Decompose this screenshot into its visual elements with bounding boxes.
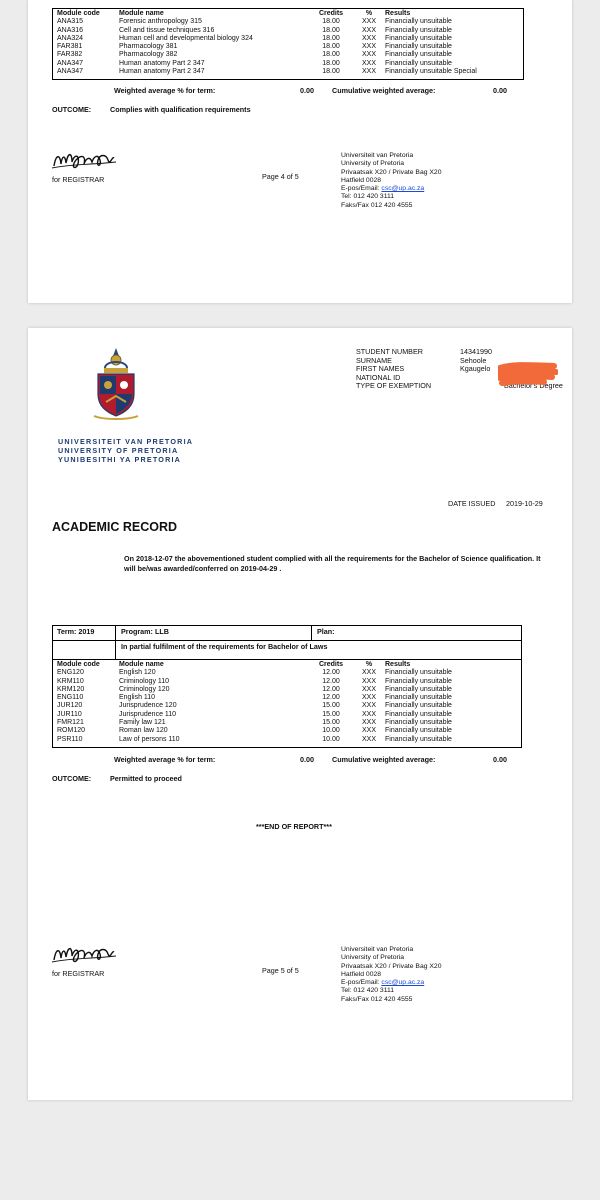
- module-name-cell: Criminology 110: [119, 677, 170, 685]
- module-code-cell: KRM120: [57, 685, 85, 693]
- address-line: Universiteit van Pretoria: [341, 152, 414, 159]
- weighted-average-label: Weighted average % for term:: [114, 86, 216, 95]
- plan-label: Plan:: [317, 627, 335, 636]
- col-credits: Credits: [318, 661, 344, 668]
- table-row: [55, 51, 507, 59]
- term-label: Term: 2019: [57, 627, 95, 636]
- student-number-label: STUDENT NUMBER: [356, 347, 423, 356]
- result-cell: Financially unsuitable: [385, 685, 452, 693]
- table-row: [55, 711, 507, 719]
- email-line: E-pos/Email: csc@up.ac.za: [341, 979, 425, 987]
- col-results: Results: [385, 661, 411, 668]
- result-cell: Financially unsuitable: [385, 735, 452, 743]
- col-module-name: Module name: [119, 10, 164, 17]
- tel-line: Tel: 012 420 3111: [341, 193, 395, 201]
- exemption-type-label: TYPE OF EXEMPTION: [356, 381, 432, 391]
- table-row: [55, 678, 507, 686]
- module-code-cell: ANA315: [57, 18, 84, 26]
- address-line: University of Pretoria: [341, 160, 405, 168]
- module-code-cell: JUR120: [57, 702, 83, 710]
- table-header-row: [55, 10, 507, 18]
- address-line: Privaatsak X20 / Private Bag X20: [341, 168, 442, 176]
- first-names-value: Kgaugelo: [460, 364, 491, 374]
- percent-cell: XXX: [361, 719, 376, 727]
- table-row: [55, 694, 507, 702]
- university-name-sepedi: YUNIBESITHI YA PRETORIA: [58, 455, 182, 464]
- result-cell: Financially unsuitable: [385, 719, 452, 727]
- table-row: [55, 719, 507, 727]
- page-title: ACADEMIC RECORD: [52, 520, 177, 534]
- first-names-label: FIRST NAMES: [356, 364, 405, 374]
- credits-cell: 18.00: [322, 43, 340, 51]
- registrar-signature: [50, 942, 120, 968]
- credits-cell: 10.00: [322, 735, 340, 743]
- university-name-afrikaans: UNIVERSITEIT VAN PRETORIA: [58, 437, 194, 446]
- university-name-english: UNIVERSITY OF PRETORIA: [58, 446, 179, 455]
- transcript-page-4: [28, 0, 572, 303]
- module-name-cell: Family law 121: [119, 719, 166, 727]
- outcome-label: OUTCOME:: [52, 105, 92, 114]
- module-code-cell: FAR382: [57, 51, 83, 59]
- module-table-box: [52, 660, 522, 748]
- credits-cell: 18.00: [322, 51, 340, 59]
- result-cell: Financially unsuitable: [385, 43, 452, 51]
- table-row: [55, 686, 507, 694]
- credits-cell: 18.00: [322, 34, 340, 42]
- percent-cell: XXX: [361, 694, 376, 702]
- percent-cell: XXX: [361, 702, 376, 710]
- date-issued-label: DATE ISSUED: [448, 499, 496, 508]
- table-row: [55, 68, 507, 76]
- result-cell: Financially unsuitable: [385, 51, 452, 59]
- credits-cell: 15.00: [322, 710, 340, 718]
- module-name-cell: Pharmacology 382: [119, 51, 178, 59]
- result-cell: Financially unsuitable: [385, 710, 452, 718]
- fax-line: Faks/Fax 012 420 4555: [341, 995, 413, 1003]
- module-name-cell: English 110: [119, 694, 156, 702]
- term-info-box: [52, 625, 522, 641]
- module-table-box: [52, 8, 524, 80]
- percent-cell: XXX: [361, 26, 376, 34]
- page-number: Page 4 of 5: [262, 172, 299, 181]
- result-cell: Financially unsuitable: [385, 677, 452, 685]
- credits-cell: 18.00: [322, 18, 340, 26]
- registrar-label: for REGISTRAR: [52, 969, 105, 978]
- table-row: [55, 27, 507, 35]
- module-name-cell: Law of persons 110: [119, 735, 180, 743]
- address-line: Privaatsak X20 / Private Bag X20: [341, 962, 442, 970]
- module-table: [55, 661, 507, 744]
- module-code-cell: ROM120: [57, 727, 86, 735]
- module-name-cell: Criminology 120: [119, 685, 170, 693]
- table-row: [55, 727, 507, 735]
- credits-cell: 12.00: [322, 685, 340, 693]
- module-code-cell: JUR110: [57, 710, 82, 718]
- redaction-scribble: [498, 362, 558, 393]
- module-name-cell: Human cell and developmental biology 324: [119, 34, 253, 42]
- email-link[interactable]: csc@up.ac.za: [381, 185, 425, 193]
- col-module-code: Module code: [57, 661, 100, 668]
- weighted-average-value: 0.00: [300, 86, 314, 95]
- module-code-cell: KRM110: [57, 677, 84, 685]
- percent-cell: XXX: [361, 68, 376, 76]
- module-code-cell: PSR110: [57, 735, 83, 743]
- module-code-cell: FAR381: [57, 43, 83, 51]
- registrar-signature: [50, 148, 120, 174]
- university-address: [341, 946, 442, 1004]
- outcome-text: Complies with qualification requirements: [110, 105, 251, 114]
- module-table: [55, 10, 507, 76]
- university-crest-logo: [90, 346, 142, 427]
- table-row: [55, 35, 507, 43]
- module-name-cell: Roman law 120: [119, 727, 168, 735]
- percent-cell: XXX: [361, 727, 376, 735]
- table-row: [55, 43, 507, 51]
- outcome-label: OUTCOME:: [52, 774, 92, 783]
- result-cell: Financially unsuitable: [385, 702, 452, 710]
- student-number-value: 14341990: [460, 347, 492, 356]
- module-name-cell: Cell and tissue techniques 316: [119, 26, 215, 34]
- percent-cell: XXX: [361, 669, 376, 677]
- credits-cell: 18.00: [322, 68, 340, 76]
- tel-line: Tel: 012 420 3111: [341, 987, 395, 995]
- result-cell: Financially unsuitable Special: [385, 68, 477, 76]
- col-results: Results: [385, 10, 411, 17]
- table-row: [55, 736, 507, 744]
- program-label: Program: LLB: [121, 627, 169, 636]
- table-row: [55, 669, 507, 677]
- result-cell: Financially unsuitable: [385, 669, 452, 677]
- cumulative-average-value: 0.00: [493, 755, 507, 764]
- fax-line: Faks/Fax 012 420 4555: [341, 201, 413, 209]
- result-cell: Financially unsuitable: [385, 26, 452, 34]
- result-cell: Financially unsuitable: [385, 694, 452, 702]
- email-link[interactable]: csc@up.ac.za: [381, 979, 425, 987]
- module-code-cell: ANA324: [57, 34, 84, 42]
- percent-cell: XXX: [361, 18, 376, 26]
- result-cell: Financially unsuitable: [385, 727, 452, 735]
- surname-value: Sehoole: [460, 355, 487, 365]
- percent-cell: XXX: [361, 735, 376, 743]
- credits-cell: 15.00: [322, 719, 340, 727]
- table-row: [55, 60, 507, 68]
- credits-cell: 12.00: [322, 694, 340, 702]
- module-code-cell: ENG110: [57, 694, 84, 702]
- column-divider: [115, 626, 116, 640]
- address-line: Hatfield 0028: [341, 176, 382, 184]
- cumulative-average-value: 0.00: [493, 86, 507, 95]
- percent-cell: XXX: [361, 59, 376, 67]
- table-row: [55, 702, 507, 710]
- result-cell: Financially unsuitable: [385, 34, 452, 42]
- table-row: [55, 18, 507, 26]
- surname-label: SURNAME: [356, 355, 392, 365]
- transcript-page-5: [28, 328, 572, 1100]
- weighted-average-value: 0.00: [300, 755, 314, 764]
- registrar-label: for REGISTRAR: [52, 175, 105, 184]
- column-divider: [115, 640, 116, 659]
- credits-cell: 12.00: [322, 669, 340, 677]
- exemption-type-value: Bachelor's Degree: [504, 381, 563, 391]
- end-of-report: ***END OF REPORT***: [256, 822, 332, 831]
- percent-cell: XXX: [361, 51, 376, 59]
- credits-cell: 18.00: [322, 26, 340, 34]
- credits-cell: 10.00: [322, 727, 340, 735]
- module-code-cell: FMR121: [57, 719, 84, 727]
- outcome-text: Permitted to proceed: [110, 774, 182, 783]
- percent-cell: XXX: [361, 34, 376, 42]
- module-name-cell: English 120: [119, 669, 156, 677]
- module-name-cell: Human anatomy Part 2 347: [119, 59, 205, 67]
- module-name-cell: Forensic anthropology 315: [119, 18, 202, 26]
- university-name-block: [58, 437, 193, 464]
- module-name-cell: Human anatomy Part 2 347: [119, 68, 205, 76]
- module-code-cell: ANA347: [57, 68, 84, 76]
- weighted-average-label: Weighted average % for term:: [114, 755, 216, 764]
- col-percent: %: [365, 661, 373, 668]
- col-module-name: Module name: [119, 661, 164, 668]
- percent-cell: XXX: [361, 685, 376, 693]
- partial-fulfilment-text: In partial fulfilment of the requirements for Bachelor of Laws: [121, 642, 328, 651]
- email-line: E-pos/Email: csc@up.ac.za: [341, 185, 425, 193]
- page-number: Page 5 of 5: [262, 966, 299, 975]
- col-credits: Credits: [318, 10, 344, 17]
- date-issued-value: 2019-10-29: [506, 499, 543, 508]
- table-header-row: [55, 661, 507, 669]
- address-line: Hatfield 0028: [341, 970, 382, 978]
- col-module-code: Module code: [57, 10, 100, 17]
- percent-cell: XXX: [361, 677, 376, 685]
- column-divider: [311, 626, 312, 640]
- module-code-cell: ENG120: [57, 669, 84, 677]
- completion-statement: On 2018-12-07 the abovementioned student complied with all the requirements for the Bachelor of Science qualification. It will be/was awarded/conferred on 2019-04-29 .: [124, 554, 541, 573]
- national-id-label: NATIONAL ID: [356, 372, 401, 382]
- module-code-cell: ANA316: [57, 26, 84, 34]
- cumulative-average-label: Cumulative weighted average:: [332, 86, 436, 95]
- module-code-cell: ANA347: [57, 59, 84, 67]
- percent-cell: XXX: [361, 710, 376, 718]
- cumulative-average-label: Cumulative weighted average:: [332, 755, 436, 764]
- result-cell: Financially unsuitable: [385, 59, 452, 67]
- module-name-cell: Jurisprudence 110: [119, 710, 177, 718]
- credits-cell: 15.00: [322, 702, 340, 710]
- result-cell: Financially unsuitable: [385, 18, 452, 26]
- student-details-labels: [356, 348, 431, 391]
- address-line: Universiteit van Pretoria: [341, 946, 414, 953]
- col-percent: %: [365, 10, 373, 17]
- module-name-cell: Pharmacology 381: [119, 43, 178, 51]
- percent-cell: XXX: [361, 43, 376, 51]
- credits-cell: 12.00: [322, 677, 340, 685]
- address-line: University of Pretoria: [341, 954, 405, 962]
- partial-fulfilment-box: [52, 640, 522, 660]
- module-name-cell: Jurisprudence 120: [119, 702, 177, 710]
- university-address: [341, 152, 442, 210]
- credits-cell: 18.00: [322, 59, 340, 67]
